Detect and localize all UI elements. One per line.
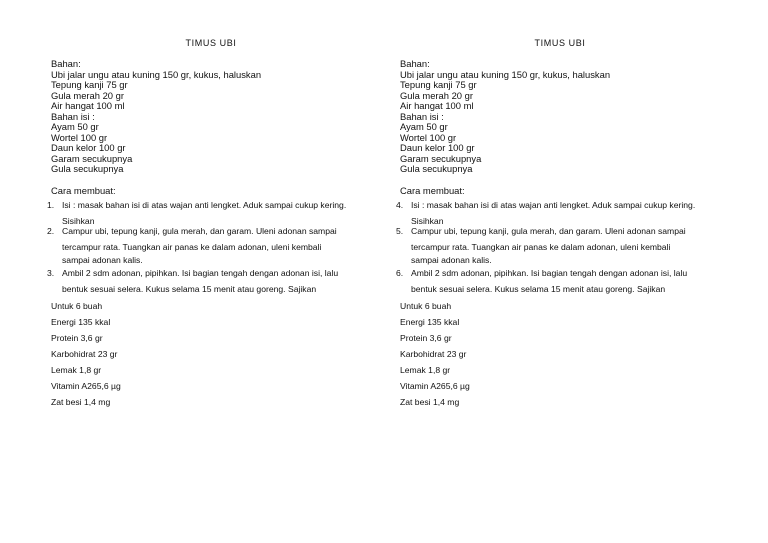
ingredient-item: Gula merah 20 gr: [400, 89, 473, 101]
ingredient-item: Air hangat 100 ml: [400, 100, 474, 111]
nutrition-fat: Lemak 1,8 gr: [400, 365, 451, 375]
ingredients-heading: Bahan:: [51, 58, 81, 69]
ingredient-item: Tepung kanji 75 gr: [400, 79, 477, 90]
ingredient-item: Air hangat 100 ml: [51, 100, 125, 111]
step-line: Isi : masak bahan isi di atas wajan anti lengket. Aduk sampai cukup kering.: [62, 200, 347, 210]
nutrition-iron: Zat besi 1,4 mg: [400, 397, 460, 407]
recipe-title: TIMUS UBI: [185, 38, 237, 48]
nutrition-energy: Energi 135 kkal: [400, 317, 460, 327]
ingredient-item: Ubi jalar ungu atau kuning 150 gr, kukus, haluskan: [51, 68, 262, 80]
nutrition-carbs: Karbohidrat 23 gr: [400, 349, 467, 359]
filling-heading: Bahan isi :: [400, 110, 444, 122]
ingredient-item: Ayam 50 gr: [400, 121, 448, 132]
ingredient-item: Tepung kanji 75 gr: [51, 79, 128, 90]
step-text: [411, 223, 726, 265]
step-text: [62, 265, 377, 297]
step-number: 6.: [396, 268, 404, 278]
ingredient-item: Wortel 100 gr: [400, 131, 457, 143]
recipe-card-right: [396, 0, 740, 543]
step-number: 3.: [47, 268, 55, 278]
servings: Untuk 6 buah: [400, 301, 452, 311]
step-line: Campur ubi, tepung kanji, gula merah, dan garam. Uleni adonan sampai: [411, 226, 686, 236]
step-line: Isi : masak bahan isi di atas wajan anti lengket. Aduk sampai cukup kering.: [411, 200, 696, 210]
step-line: Sisihkan: [411, 216, 444, 226]
nutrition-protein: Protein 3,6 gr: [400, 333, 452, 343]
nutrition-vitamin-a: Vitamin A265,6 µg: [400, 381, 470, 391]
nutrition-protein: Protein 3,6 gr: [51, 333, 103, 343]
ingredient-item: Ubi jalar ungu atau kuning 150 gr, kukus, haluskan: [400, 68, 611, 80]
recipe-card-left: [47, 0, 391, 543]
step-number: 2.: [47, 226, 55, 236]
step-number: 4.: [396, 200, 404, 210]
ingredients-list: [400, 59, 610, 175]
step-line: bentuk sesuai selera. Kukus selama 15 menit atau goreng. Sajikan: [62, 284, 317, 294]
method-heading: Cara membuat:: [51, 185, 116, 196]
nutrition-info: [400, 298, 470, 410]
nutrition-info: [51, 298, 121, 410]
ingredient-item: Gula secukupnya: [51, 163, 124, 174]
step-number: 1.: [47, 200, 55, 210]
ingredient-item: Garam secukupnya: [51, 152, 133, 164]
step-line: Ambil 2 sdm adonan, pipihkan. Isi bagian tengah dengan adonan isi, lalu: [62, 268, 339, 278]
ingredient-item: Gula secukupnya: [400, 163, 473, 174]
ingredient-item: Gula merah 20 gr: [51, 89, 124, 101]
ingredient-item: Daun kelor 100 gr: [400, 142, 475, 153]
filling-heading: Bahan isi :: [51, 110, 95, 122]
step-line: tercampur rata. Tuangkan air panas ke dalam adonan, uleni kembali: [411, 242, 671, 252]
ingredient-item: Wortel 100 gr: [51, 131, 108, 143]
method-heading: Cara membuat:: [400, 185, 465, 196]
ingredient-item: Ayam 50 gr: [51, 121, 99, 132]
method-step: [47, 265, 377, 297]
nutrition-iron: Zat besi 1,4 mg: [51, 397, 111, 407]
method-step: [47, 223, 377, 265]
step-line: tercampur rata. Tuangkan air panas ke dalam adonan, uleni kembali: [62, 242, 322, 252]
method-step: [396, 223, 726, 265]
nutrition-fat: Lemak 1,8 gr: [51, 365, 102, 375]
ingredient-item: Daun kelor 100 gr: [51, 142, 126, 153]
step-line: Ambil 2 sdm adonan, pipihkan. Isi bagian tengah dengan adonan isi, lalu: [411, 268, 688, 278]
step-line: Sisihkan: [62, 216, 95, 226]
recipe-title: TIMUS UBI: [534, 38, 586, 48]
ingredients-list: [51, 59, 261, 175]
servings: Untuk 6 buah: [51, 301, 103, 311]
nutrition-carbs: Karbohidrat 23 gr: [51, 349, 118, 359]
ingredients-heading: Bahan:: [400, 58, 430, 69]
step-number: 5.: [396, 226, 404, 236]
step-line: Campur ubi, tepung kanji, gula merah, dan garam. Uleni adonan sampai: [62, 226, 337, 236]
step-text: [411, 265, 726, 297]
nutrition-energy: Energi 135 kkal: [51, 317, 111, 327]
nutrition-vitamin-a: Vitamin A265,6 µg: [51, 381, 121, 391]
step-line: bentuk sesuai selera. Kukus selama 15 menit atau goreng. Sajikan: [411, 284, 666, 294]
method-step: [396, 265, 726, 297]
step-line: sampai adonan kalis.: [411, 255, 492, 265]
step-text: [62, 223, 377, 265]
step-line: sampai adonan kalis.: [62, 255, 143, 265]
ingredient-item: Garam secukupnya: [400, 152, 482, 164]
